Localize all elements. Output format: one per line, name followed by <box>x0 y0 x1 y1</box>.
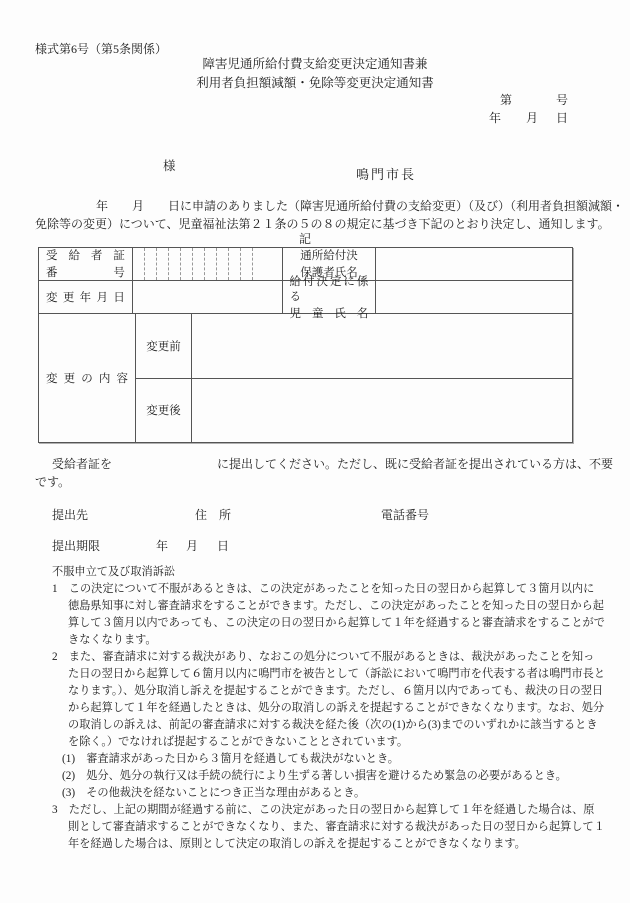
body-paragraph-line2: 免除等の変更）について、児童福祉法第２１条の５の８の規定に基づき下記のとおり決定し、通知します。 <box>35 216 610 231</box>
address-label: 住 所 <box>195 508 232 522</box>
appeal-line: 3 ただし、上記の期間が経過する前に、この決定があった日の翌日から起算して１年を経過した場合は、原 <box>52 804 595 816</box>
change-content-subtable <box>136 314 572 442</box>
after-change-value-cell <box>192 379 572 443</box>
appeal-line: きなくなります。 <box>68 634 157 646</box>
child-name-label <box>283 275 377 320</box>
digit-box <box>205 248 217 280</box>
doc-date-year: 年 <box>489 111 502 125</box>
document-title-line1: 障害児通所給付費支給変更決定通知書兼 <box>202 57 428 71</box>
recipient-cert-number-boxes <box>133 248 283 281</box>
appeal-line: (2) 処分、処分の執行又は手続の続行により生ずる著しい損害を避けるため緊急の必要があるとき。 <box>62 770 567 782</box>
form-number: 様式第6号（第5条関係） <box>35 42 168 56</box>
phone-label: 電話番号 <box>381 508 430 522</box>
body-paragraph-line1: 年 月 日に申請のありました（障害児通所給付費の支給変更）（及び）（利用者負担額減額・ <box>96 199 625 213</box>
deadline-month: 月 <box>186 539 199 553</box>
digit-box <box>181 248 193 280</box>
doc-number-suffix: 号 <box>556 93 569 107</box>
decision-table <box>38 247 573 443</box>
issuer-name: 鳴門市長 <box>356 167 417 182</box>
digit-box <box>193 248 205 280</box>
table-row-change-content <box>39 314 572 442</box>
appeal-line: (3) その他裁決を経ないことにつき正当な理由があるとき。 <box>62 787 366 799</box>
digit-box <box>169 248 181 280</box>
child-name-value-cell <box>376 281 572 314</box>
guardian-name-label-line2: 保護者氏名 <box>300 267 358 279</box>
digit-box <box>157 248 169 280</box>
cert-suffix-text: に提出してください。ただし、既に受給者証を提出されている方は、不要 <box>217 457 614 471</box>
doc-number-prefix: 第 <box>500 93 513 107</box>
digit-box <box>229 248 241 280</box>
appeal-line: 算して３箇月以内であっても、この決定の日の翌日から起算して１年を経過すると審査請求をすることがで <box>68 617 605 629</box>
recipient-cert-label-line2: 番号 <box>46 267 125 279</box>
appeal-line: の取消しの訴えは、前記の審査請求に対する裁決を経た後（次の(1)から(3)までのいずれかに該当するとき <box>68 719 598 731</box>
before-change-value-cell <box>192 314 572 378</box>
change-date-value-cell <box>133 281 283 314</box>
deadline-label: 提出期限 <box>52 539 101 553</box>
change-content-label-text: 変更の内容 <box>46 372 128 385</box>
child-name-label-line1: 給付決定に係る <box>289 275 369 303</box>
addressee-suffix: 様 <box>163 159 176 173</box>
change-content-label <box>39 314 136 442</box>
submit-to-label: 提出先 <box>52 508 89 522</box>
submission-fields-line <box>35 506 610 522</box>
submission-instruction <box>35 455 614 491</box>
document-title <box>10 55 620 93</box>
deadline-year: 年 <box>156 539 169 553</box>
appeal-notice-section <box>35 564 615 853</box>
appeal-line: (1) 審査請求があった日から３箇月を経過しても裁決がないとき。 <box>62 753 399 765</box>
appeal-heading: 不服申立て及び取消訴訟 <box>52 566 176 578</box>
digit-box <box>217 248 229 280</box>
digit-box <box>145 248 157 280</box>
appeal-line: た日の翌日から起算して６箇月以内に鳴門市を被告として（訴訟において鳴門市を代表する者は鳴門市長と <box>68 668 606 680</box>
doc-date-month: 月 <box>526 111 539 125</box>
appeal-line: を除く。）でなければ提起することができないこととされています。 <box>68 736 409 748</box>
guardian-name-value-cell <box>376 248 572 281</box>
deadline-day: 日 <box>217 539 230 553</box>
after-change-row <box>136 379 572 443</box>
body-paragraph <box>35 198 625 233</box>
appeal-line: から起算して１年を経過したときは、処分の取消しの訴えを提起することができなくなります。なお、処分 <box>68 702 605 714</box>
appeal-line: 2 また、審査請求に対する裁決があり、なおこの処分について不服があるときは、裁決があったことを知っ <box>52 651 595 663</box>
submission-instruction-line1 <box>35 455 614 473</box>
guardian-name-label-line1: 通所給付決 <box>300 250 358 262</box>
before-change-row <box>136 314 572 379</box>
document-date-line <box>0 109 630 125</box>
recipient-cert-number-label <box>39 248 133 281</box>
document-number-line <box>0 91 630 107</box>
digit-box <box>133 248 145 280</box>
change-date-label <box>39 281 133 314</box>
appeal-line: 則として審査請求することができなくなり、また、審査請求に対する裁決があった日の翌日から起算して１ <box>68 821 605 833</box>
digit-box <box>241 248 253 280</box>
table-row-change-date <box>39 275 572 320</box>
submission-instruction-line2: です。 <box>35 475 71 489</box>
recipient-cert-label-line1: 受給者証 <box>46 250 125 262</box>
record-mark: 記 <box>298 232 311 246</box>
appeal-line: 徳島県知事に対し審査請求をすることができます。ただし、この決定があったことを知った日の翌日から起 <box>68 600 604 612</box>
change-date-label-text: 変更年月日 <box>46 291 125 304</box>
doc-date-day: 日 <box>556 111 569 125</box>
appeal-line: 1 この決定について不服があるときは、この決定があったことを知った日の翌日から起算して３箇月以内に <box>52 583 595 595</box>
before-change-label: 変更前 <box>136 314 192 378</box>
appeal-line: 年を経過した場合は、原則として決定の取消しの訴えを提起することができなくなります。 <box>68 838 526 850</box>
appeal-line: なります。）、処分取消し訴えを提起することができます。ただし、６箇月以内であっても、裁決の日の翌日 <box>68 685 604 697</box>
cert-prefix-text: 受給者証を <box>52 457 113 471</box>
document-title-line2: 利用者負担額減額・免除等変更決定通知書 <box>196 76 434 90</box>
submission-deadline-line <box>35 537 610 553</box>
after-change-label: 変更後 <box>136 379 192 443</box>
child-name-label-line2: 児童氏名 <box>289 307 369 320</box>
